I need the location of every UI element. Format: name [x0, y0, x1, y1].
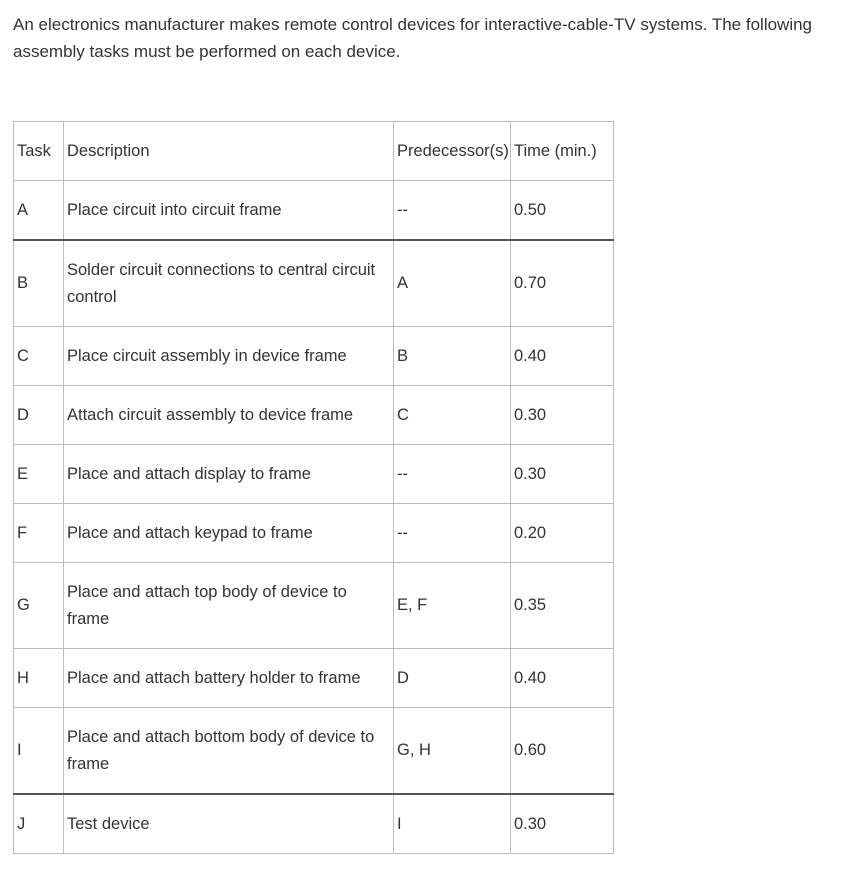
- task-predecessors: B: [394, 327, 511, 386]
- task-description: Place and attach bottom body of device to frame: [64, 708, 394, 795]
- task-id: F: [14, 504, 64, 563]
- task-predecessors: A: [394, 240, 511, 327]
- task-id: I: [14, 708, 64, 795]
- table-row: [14, 181, 614, 241]
- task-predecessors: I: [394, 794, 511, 854]
- header-time: Time (min.): [511, 122, 614, 181]
- task-time: 0.30: [511, 386, 614, 445]
- table-row: [14, 240, 614, 327]
- header-predecessors: Predecessor(s): [394, 122, 511, 181]
- assembly-tasks-table: [13, 121, 614, 854]
- task-time: 0.50: [511, 181, 614, 241]
- task-id: E: [14, 445, 64, 504]
- task-time: 0.30: [511, 445, 614, 504]
- task-description: Place and attach display to frame: [64, 445, 394, 504]
- task-id: J: [14, 794, 64, 854]
- task-description: Solder circuit connections to central circuit control: [64, 240, 394, 327]
- task-id: A: [14, 181, 64, 241]
- task-description: Place and attach battery holder to frame: [64, 649, 394, 708]
- task-description: Test device: [64, 794, 394, 854]
- task-predecessors: --: [394, 445, 511, 504]
- task-time: 0.60: [511, 708, 614, 795]
- task-time: 0.30: [511, 794, 614, 854]
- task-time: 0.40: [511, 327, 614, 386]
- table-row: [14, 386, 614, 445]
- task-time: 0.40: [511, 649, 614, 708]
- table-row: [14, 445, 614, 504]
- table-row: [14, 563, 614, 649]
- table-row: [14, 649, 614, 708]
- task-predecessors: G, H: [394, 708, 511, 795]
- task-id: B: [14, 240, 64, 327]
- task-time: 0.35: [511, 563, 614, 649]
- table-row: [14, 708, 614, 795]
- task-description: Attach circuit assembly to device frame: [64, 386, 394, 445]
- header-description: Description: [64, 122, 394, 181]
- task-description: Place and attach top body of device to frame: [64, 563, 394, 649]
- task-description: Place circuit into circuit frame: [64, 181, 394, 241]
- task-time: 0.70: [511, 240, 614, 327]
- task-predecessors: D: [394, 649, 511, 708]
- task-time: 0.20: [511, 504, 614, 563]
- header-task: Task: [14, 122, 64, 181]
- task-id: H: [14, 649, 64, 708]
- table-header-row: [14, 122, 614, 181]
- intro-paragraph: An electronics manufacturer makes remote control devices for interactive-cable-TV systems. The following assembly tasks must be performed on each device.: [13, 15, 813, 61]
- task-id: C: [14, 327, 64, 386]
- task-id: G: [14, 563, 64, 649]
- table-row: [14, 327, 614, 386]
- task-predecessors: --: [394, 181, 511, 241]
- task-description: Place and attach keypad to frame: [64, 504, 394, 563]
- task-predecessors: --: [394, 504, 511, 563]
- task-description: Place circuit assembly in device frame: [64, 327, 394, 386]
- task-predecessors: C: [394, 386, 511, 445]
- task-predecessors: E, F: [394, 563, 511, 649]
- table-row: [14, 504, 614, 563]
- task-id: D: [14, 386, 64, 445]
- table-row: [14, 794, 614, 854]
